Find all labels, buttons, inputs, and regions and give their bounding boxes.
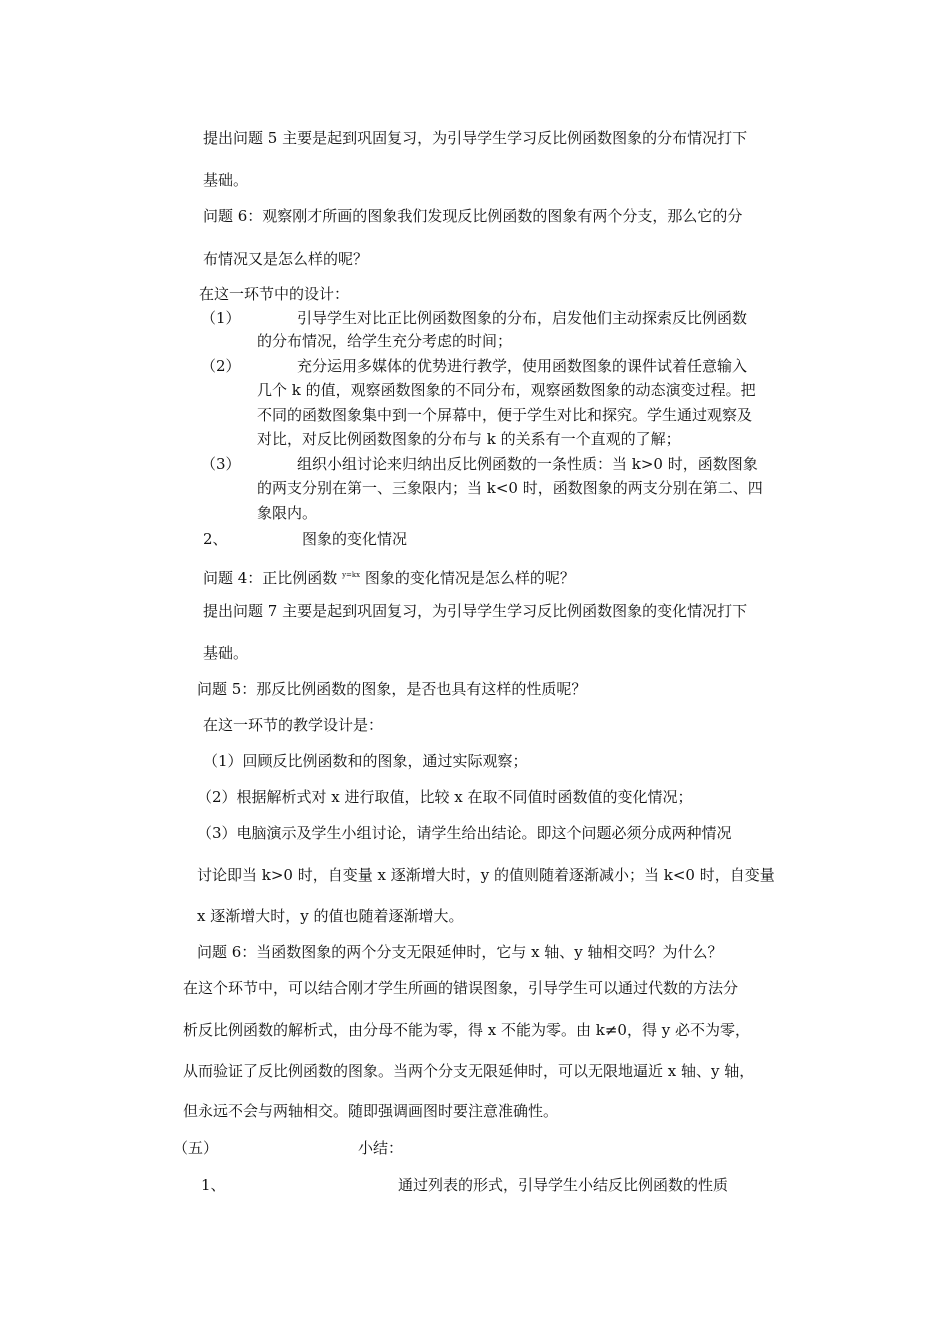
text-line: 组织小组讨论来归纳出反比例函数的一条性质：当 k>0 时，函数图象 bbox=[297, 455, 758, 473]
text-line: （2）根据解析式对 x 进行取值，比较 x 在取不同值时函数值的变化情况； bbox=[197, 788, 693, 806]
text-line: 在这一环节的教学设计是： bbox=[203, 716, 384, 734]
text-line: 引导学生对比正比例函数图象的分布，启发他们主动探索反比例函数 bbox=[297, 309, 748, 327]
text-line: 但永远不会与两轴相交。随即强调画图时要注意准确性。 bbox=[183, 1102, 559, 1120]
section-title: 小结： bbox=[358, 1139, 404, 1157]
text-line: 基础。 bbox=[203, 644, 249, 662]
list-number: （2） bbox=[201, 357, 241, 375]
list-number: 2、 bbox=[203, 530, 228, 548]
text-line: 的分布情况，给学生充分考虑的时间； bbox=[257, 332, 513, 350]
text-line: 提出问题 7 主要是起到巩固复习，为引导学生学习反比例函数图象的变化情况打下 bbox=[203, 602, 748, 620]
text-line: 问题 6：观察刚才所画的图象我们发现反比例函数的图象有两个分支，那么它的分 bbox=[203, 207, 743, 225]
text-line: 充分运用多媒体的优势进行教学，使用函数图象的课件试着任意输入 bbox=[297, 357, 748, 375]
text-line: 在这个环节中，可以结合刚才学生所画的错误图象，引导学生可以通过代数的方法分 bbox=[183, 979, 739, 997]
list-number: （3） bbox=[201, 455, 241, 473]
text-line: 的两支分别在第一、三象限内；当 k<0 时，函数图象的两支分别在第二、四 bbox=[257, 479, 763, 497]
section-number: （五） bbox=[173, 1139, 219, 1157]
text-line: 从而验证了反比例函数的图象。当两个分支无限延伸时，可以无限地逼近 x 轴、y 轴， bbox=[183, 1062, 755, 1080]
text-line: （3）电脑演示及学生小组讨论，请学生给出结论。即这个问题必须分成两种情况 bbox=[197, 824, 732, 842]
text-line: 象限内。 bbox=[257, 504, 318, 522]
text-line: 讨论即当 k>0 时，自变量 x 逐渐增大时，y 的值则随着逐渐减小；当 k<0 时，自变量 bbox=[197, 866, 775, 884]
text-line: （1）回顾反比例函数和的图象，通过实际观察； bbox=[203, 752, 528, 770]
formula-superscript: y=kx bbox=[342, 571, 361, 579]
list-number: 1、 bbox=[201, 1176, 226, 1194]
text-line bbox=[203, 565, 575, 588]
text-line: 通过列表的形式，引导学生小结反比例函数的性质 bbox=[398, 1176, 729, 1194]
text-line: 布情况又是怎么样的呢？ bbox=[203, 250, 369, 268]
list-number: （1） bbox=[201, 309, 241, 327]
text-line: 图象的变化情况 bbox=[302, 530, 408, 548]
text-line: 问题 6：当函数图象的两个分支无限延伸时，它与 x 轴、y 轴相交吗？为什么？ bbox=[197, 943, 723, 961]
text-line: 不同的函数图象集中到一个屏幕中，便于学生对比和探究。学生通过观察及 bbox=[257, 406, 753, 424]
text-line: 提出问题 5 主要是起到巩固复习，为引导学生学习反比例函数图象的分布情况打下 bbox=[203, 129, 748, 147]
text-line: 基础。 bbox=[203, 171, 249, 189]
text-line: 几个 k 的值，观察函数图象的不同分布，观察函数图象的动态演变过程。把 bbox=[257, 381, 756, 399]
text-fragment: 问题 4：正比例函数 bbox=[203, 569, 343, 587]
text-line: 问题 5：那反比例函数的图象，是否也具有这样的性质呢？ bbox=[197, 680, 587, 698]
text-fragment: 图象的变化情况是怎么样的呢？ bbox=[360, 569, 575, 587]
text-line: 析反比例函数的解析式，由分母不能为零，得 x 不能为零。由 k≠0，得 y 必不为零， bbox=[183, 1021, 750, 1039]
text-line: 对比，对反比例函数图象的分布与 k 的关系有一个直观的了解； bbox=[257, 430, 681, 448]
text-line: x 逐渐增大时，y 的值也随着逐渐增大。 bbox=[197, 907, 464, 925]
text-line: 在这一环节中的设计： bbox=[199, 285, 350, 303]
